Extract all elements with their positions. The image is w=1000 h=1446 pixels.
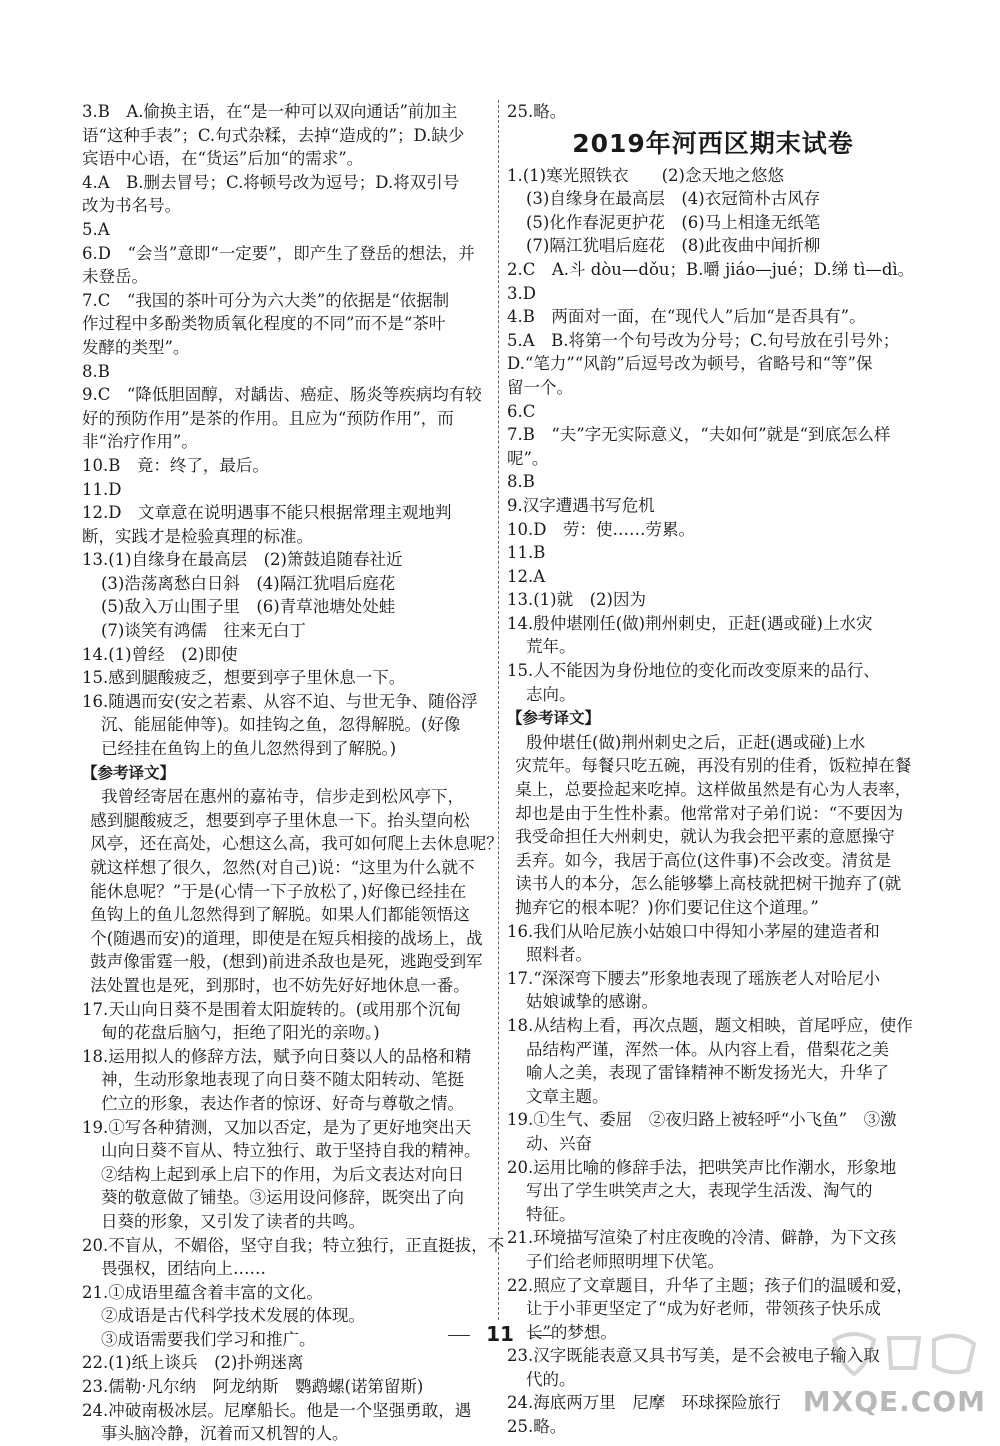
answer-line: 3.B A.偷换主语，在“是一种可以双向通话”前加主	[82, 102, 458, 121]
answer-line: 能休息呢？”于是(心情一下子放松了，)好像已经挂在	[90, 881, 467, 901]
answer-line: 22.(1)纸上谈兵 (2)扑朔迷离	[82, 1353, 304, 1373]
answer-line: 20.运用比喻的修辞手法，把哄笑声比作潮水，形象地	[507, 1157, 897, 1177]
answer-line: 鼓声像雷霆一般，(想到)前进杀敌也是死，逃跑受到军	[90, 952, 483, 972]
answer-line: 7.C “我国的茶叶可分为六大类”的依据是“依据制	[82, 290, 450, 310]
left-column	[82, 100, 505, 1446]
answer-line: 21.环境描写渲染了村庄夜晚的冷清、僻静，为下文孩	[507, 1228, 897, 1248]
tag-text: 【参考译文】	[82, 763, 176, 782]
answer-line: 10.B 竟：终了，最后。	[82, 455, 269, 475]
answer-line: 16.随遇而安(安之若素、从容不迫、与世无争、随俗浮	[82, 691, 478, 711]
answer-line: 我曾经寄居在惠州的嘉祐寺，信步走到松风亭下，	[100, 787, 464, 807]
page-number: 11	[486, 1322, 514, 1346]
watermark-text: MXQE.COM	[802, 1385, 986, 1418]
answer-line: 10.D 劳：使……劳累。	[507, 519, 695, 539]
footer-dash-left	[448, 1335, 470, 1336]
answer-line: 1.(1)寒光照铁衣 (2)念天地之悠悠	[507, 165, 784, 185]
answer-line: 法处置也是死，到那时，也不妨先好好地休息一番。	[90, 975, 470, 995]
answer-line: 呢”。	[507, 448, 549, 468]
answer-line: (5)化作春泥更护花 (6)马上相逢无纸笔	[525, 212, 821, 232]
answer-line: ③成语需要我们学习和推广。	[100, 1329, 316, 1349]
answer-line: 17.“深深弯下腰去”形象地表现了瑶族老人对哈尼小	[507, 968, 881, 988]
answer-line: 让于小菲更坚定了“成为好老师，带领孩子快乐成	[525, 1299, 881, 1319]
answer-line: 代的。	[525, 1369, 576, 1389]
answer-line: 23.汉字既能表意又具书写美，是不会被电子输入取	[507, 1346, 880, 1366]
answer-line: 18.从结构上看，再次点题，题文相映，首尾呼应，使作	[507, 1015, 913, 1035]
answer-line: 25.略。	[507, 1417, 567, 1437]
answer-line: 24.冲破南极冰层。尼摩船长。他是一个坚强勇敢，遇	[82, 1400, 472, 1420]
answer-line: 4.A B.删去冒号；C.将顿号改为逗号；D.将双引号	[82, 172, 460, 192]
answer-line: 12.D 文章意在说明遇事不能只根据常理主观地判	[82, 503, 452, 523]
answer-line: 4.B 两面对一面，在“现代人”后加“是否具有”。	[507, 307, 866, 327]
answer-line: D.“笔力”“风韵”后逗号改为顿号，省略号和“等”保	[507, 354, 873, 374]
answer-line: 6.C	[507, 401, 536, 421]
answer-line: 葵的敬意做了铺垫。③运用设问修辞，既突出了向	[100, 1188, 464, 1208]
answer-line: 22.照应了文章题目，升华了主题；孩子们的温暖和爱，	[507, 1275, 913, 1295]
answer-line: 19.①写各种猜测，又加以否定，是为了更好地突出天	[82, 1117, 472, 1137]
answer-line: 3.D	[507, 283, 536, 303]
answer-line: 个(随遇而安)的道理，即使是在短兵相接的战场上，战	[90, 928, 483, 948]
answer-line: 13.(1)就 (2)因为	[507, 590, 646, 610]
answer-line: 14.殷仲堪刚任(做)荆州刺史，正赶(遇或碰)上水灾	[507, 613, 873, 633]
answer-line: 6.D “会当”意即“一定要”，即产生了登岳的想法，并	[82, 243, 475, 263]
answer-line: 未登岳。	[82, 267, 148, 287]
answer-line: (7)谈笑有鸿儒 往来无白丁	[100, 621, 306, 641]
answer-line: 16.我们从哈尼族小姑娘口中得知小茅屋的建造者和	[507, 921, 880, 941]
answer-line: 已经挂在鱼钩上的鱼儿忽然得到了解脱。)	[100, 739, 397, 759]
answer-line: 喻人之美，表现了雷锋精神不断发扬光大，升华了	[525, 1063, 889, 1083]
answer-line: 丢弃。如今，我居于高位(这件事)不会改变。清贫是	[515, 850, 892, 870]
answer-line: 抛弃它的根本呢？)你们要记住这个道理。”	[515, 898, 819, 917]
answer-line: 12.A	[507, 566, 546, 586]
answer-line: (3)自缘身在最高层 (4)衣冠简朴古风存	[525, 189, 821, 209]
answer-line: ②成语是古代科学技术发展的体现。	[100, 1306, 365, 1326]
answer-line: 甸的花盘后脑勺，拒绝了阳光的亲吻。)	[100, 1023, 380, 1043]
answer-line: 19.①生气、委屈 ②夜归路上被轻呼“小飞鱼” ③激	[507, 1110, 897, 1130]
answer-line: 殷仲堪任(做)荆州刺史之后，正赶(遇或碰)上水	[525, 732, 866, 752]
answer-line: 断，实践才是检验真理的标准。	[82, 526, 313, 546]
answer-line: (5)敌入万山围子里 (6)青草池塘处处蛙	[100, 597, 396, 617]
answer-line: 神，生动形象地表现了向日葵不随太阳转动、笔挺	[100, 1070, 464, 1090]
answer-line: (3)浩荡离愁白日斜 (4)隔江犹唱后庭花	[100, 573, 396, 593]
answer-line: 改为书名号。	[82, 196, 181, 216]
answer-line: 17.天山向日葵不是围着太阳旋转的。(或用那个沉甸	[82, 999, 462, 1019]
answer-line: 长”的梦想。	[525, 1322, 617, 1342]
column-divider	[498, 100, 499, 1320]
answer-line: 日葵的形象，又引发了读者的共鸣。	[100, 1211, 365, 1231]
footer-dash-right	[530, 1335, 552, 1336]
answer-line: 畏强权，团结向上……	[100, 1259, 266, 1279]
answer-line: 风亭，还在高处，心想这么高，我可如何爬上去休息呢？	[90, 834, 503, 854]
answer-line: 文章主题。	[525, 1086, 609, 1106]
answer-line: 23.儒勒·凡尔纳 阿龙纳斯 鹦鹉螺(诺第留斯)	[82, 1377, 424, 1397]
answer-line: 志向。	[525, 684, 576, 704]
answer-line: 就这样想了很久，忽然(对自己)说：“这里为什么就不	[90, 858, 475, 877]
answer-line: 特征。	[525, 1204, 576, 1224]
answer-line: 读书人的本分，怎么能够攀上高枝就把树干抛弃了(就	[515, 874, 902, 894]
answer-line: 24.海底两万里 尼摩 环球探险旅行	[507, 1393, 781, 1413]
answer-line: 11.D	[82, 479, 122, 499]
answer-line: 灾荒年。每餐只吃五碗，再没有别的佳肴，饭粒掉在餐	[515, 756, 912, 776]
answer-line: 子们给老师照明埋下伏笔。	[525, 1251, 724, 1271]
answer-line: 桌上，总要捡起来吃掉。这样做虽然是有心为人表率，	[515, 780, 912, 800]
answer-line: 宾语中心语，在“货运”后加“的需求”。	[82, 149, 364, 169]
answer-line: 写出了学生哄笑声之大，表现学生活泼、淘气的	[525, 1181, 873, 1201]
answer-line: 14.(1)曾经 (2)即使	[82, 644, 238, 664]
answer-line: (7)隔江犹唱后庭花 (8)此夜曲中闻折柳	[525, 236, 821, 256]
answer-line: 我受命担任大州刺史，就认为我会把平素的意愿操守	[515, 827, 895, 847]
answer-line: 鱼钩上的鱼儿忽然得到了解脱。如果人们都能领悟这	[90, 905, 470, 925]
answer-line: 伫立的形象，表达作者的惊讶、好奇与尊敬之情。	[100, 1093, 464, 1113]
answer-line: 好的预防作用”是茶的作用。且应为“预防作用”，而	[82, 408, 454, 428]
answer-line: 非“治疗作用”。	[82, 432, 198, 452]
answer-line: ②结构上起到承上启下的作用，为后文表达对向日	[100, 1164, 464, 1184]
answer-line: 15.感到腿酸疲乏，想要到亭子里休息一下。	[82, 668, 406, 688]
answer-line: 21.①成语里蕴含着丰富的文化。	[82, 1282, 323, 1302]
answer-line: 留一个。	[507, 377, 573, 397]
answer-line: 作过程中多酚类物质氧化程度的不同”而不是“茶叶	[82, 314, 446, 334]
answer-line: 5.A B.将第一个句号改为分号；C.句号放在引号外；	[507, 330, 900, 350]
answer-line: 感到腿酸疲乏，想要到亭子里休息一下。抬头望向松	[90, 810, 470, 830]
answer-line: 8.B	[82, 361, 110, 381]
answer-line: 7.B “夫”字无实际意义，“夫如何”就是“到底怎么样	[507, 425, 891, 445]
section-title: 2019年河西区期末试卷	[572, 128, 854, 158]
answer-line: 语“这种手表”；C.句式杂糅，去掉“造成的”；D.缺少	[82, 125, 465, 145]
tag-text: 【参考译文】	[507, 709, 601, 728]
answer-line: 品结构严谨，浑然一体。从内容上看，借梨花之美	[525, 1039, 889, 1059]
answer-line: 11.B	[507, 543, 546, 563]
answer-line: 照料者。	[525, 945, 592, 965]
answer-line: 沉、能屈能伸等)。如挂钩之鱼，忽得解脱。(好像	[100, 715, 461, 735]
answer-line: 2.C A.斗 dòu—dǒu；B.嚼 jiáo—jué；D.绨 tì—dì。	[507, 259, 915, 279]
reference-translation-label	[507, 706, 919, 731]
answer-line: 动、兴奋	[525, 1133, 592, 1153]
reference-translation-label	[82, 761, 486, 786]
answer-line: 荒年。	[525, 637, 576, 657]
answer-line: 9.C “降低胆固醇，对龋齿、癌症、肠炎等疾病均有较	[82, 385, 482, 405]
answer-line: 发酵的类型”。	[82, 337, 190, 357]
answer-line: 5.A	[82, 219, 110, 239]
answer-line: 8.B	[507, 472, 535, 492]
answer-line: 18.运用拟人的修辞方法，赋予向日葵以人的品格和精	[82, 1046, 472, 1066]
answer-line: 13.(1)自缘身在最高层 (2)箫鼓追随春社近	[82, 550, 403, 570]
answer-line: 却也是由于生性朴素。他常常对子弟们说：“不要因为	[515, 803, 904, 823]
answer-line: 事头脑冷静，沉着而又机智的人。	[100, 1424, 349, 1444]
answer-line: 20.不盲从，不媚俗，坚守自我；特立独行，正直挺拔，不	[82, 1235, 505, 1255]
answer-line: 姑娘诚挚的感谢。	[525, 992, 658, 1012]
answer-line: 15.人不能因为身份地位的变化而改变原来的品行、	[507, 661, 880, 681]
right-column	[507, 100, 919, 1439]
answer-line: 25.略。	[507, 102, 567, 121]
answer-line: 山向日葵不盲从、特立独行、敢于坚持自我的精神。	[100, 1141, 481, 1161]
answer-line: 9.汉字遭遇书写危机	[507, 495, 655, 515]
